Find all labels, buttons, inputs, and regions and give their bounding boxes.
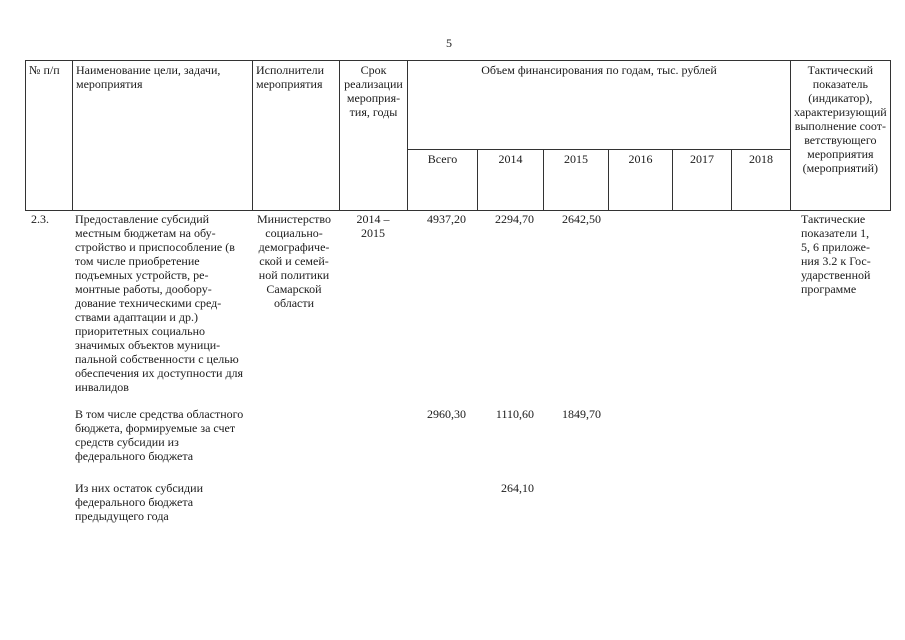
- row-total: 4937,20: [427, 212, 466, 226]
- row-indicator: Тактические показатели 1, 5, 6 приложения 3.2 к Государственной программе: [801, 212, 871, 296]
- sub1-name: В том числе средства областного бюджета, формируемые за счет средств субсидии из федерального бюджета: [75, 407, 244, 463]
- row-2014: 2294,70: [495, 212, 534, 226]
- page-number: 5: [446, 36, 452, 50]
- col-total-header: Всего: [408, 150, 478, 211]
- row-number: 2.3.: [31, 212, 49, 226]
- col-executors-header: Исполнители мероприятия: [253, 61, 340, 211]
- col-2018-header: 2018: [732, 150, 791, 211]
- row-term: 2014 – 2015: [356, 212, 390, 240]
- sub1-total: 2960,30: [427, 407, 466, 421]
- col-indicator-header: Тактический показатель (индикатор), характеризующий выполнение соответствующего мероприятия (мероприятий): [791, 61, 891, 211]
- col-name-header: Наименование цели, задачи, мероприятия: [73, 61, 253, 211]
- sub1-2014: 1110,60: [495, 407, 534, 421]
- col-term-header: Срок реализации мероприятия, годы: [340, 61, 408, 211]
- row-2015: 2642,50: [562, 212, 601, 226]
- row-executor: Министерство социально-демографической и семейной политики Самарской области: [257, 212, 331, 310]
- col-2014-header: 2014: [478, 150, 544, 211]
- sub2-2014: 264,10: [501, 481, 534, 495]
- col-2016-header: 2016: [609, 150, 673, 211]
- col-2017-header: 2017: [673, 150, 732, 211]
- header-table: [25, 60, 891, 211]
- col-funding-header: Объем финансирования по годам, тыс. рублей: [408, 61, 791, 150]
- sub1-2015: 1849,70: [562, 407, 601, 421]
- sub2-name: Из них остаток субсидии федерального бюджета предыдущего года: [75, 481, 204, 523]
- col-num-header: № п/п: [26, 61, 73, 211]
- row-name: Предоставление субсидий местным бюджетам на обустройство и приспособление (в том числе приобретение подъемных устройств, ремонтные работы, дооборудование техническими средствами адаптации и др.) приоритетных социально значимых объектов муниципальной собственности с целью обеспечения их доступности для инвалидов: [75, 212, 244, 394]
- col-2015-header: 2015: [544, 150, 609, 211]
